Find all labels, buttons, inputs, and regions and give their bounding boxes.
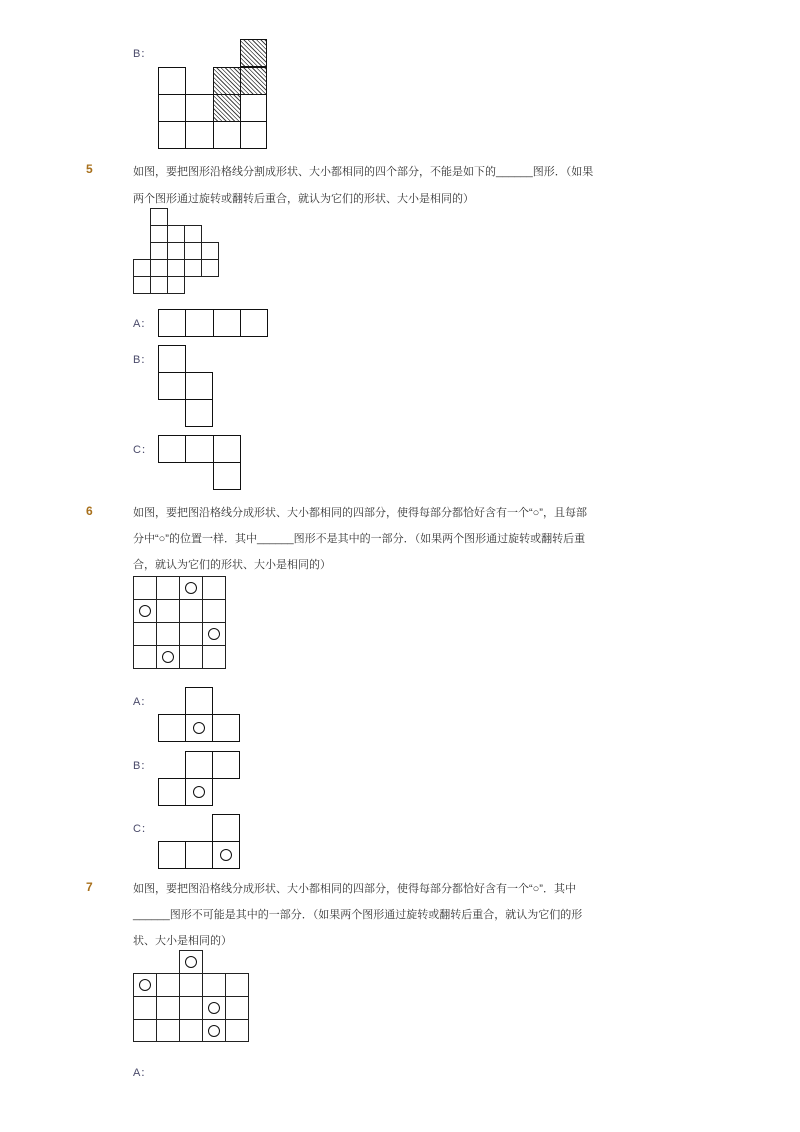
q6-text-line3: 合，就认为它们的形状、大小是相同的） — [133, 559, 331, 571]
grid-cell — [156, 622, 180, 646]
grid-cell — [202, 622, 226, 646]
grid-cell — [156, 996, 180, 1020]
q6-main-figure — [133, 576, 229, 670]
q5-text-line2: 两个图形通过旋转或翻转后重合，就认为它们的形状、大小是相同的） — [133, 193, 474, 205]
grid-cell — [158, 309, 186, 337]
q7-main-figure — [133, 950, 249, 1042]
grid-cell — [179, 1019, 203, 1042]
grid-cell — [133, 996, 157, 1020]
grid-cell — [185, 399, 213, 427]
grid-cell — [158, 67, 186, 95]
q6-text-line1: 如图，要把图沿格线分成形状、大小都相同的四部分，使得每部分都恰好含有一个“○”，且每部 — [133, 507, 587, 519]
grid-cell — [201, 259, 219, 277]
grid-cell — [184, 259, 202, 277]
q4-option-b-label: B： — [133, 48, 152, 60]
grid-cell — [133, 973, 157, 997]
grid-cell — [150, 259, 168, 277]
q4-option-b-figure[interactable] — [158, 39, 268, 149]
grid-cell — [185, 309, 214, 337]
grid-cell — [212, 714, 240, 742]
circle-icon — [139, 979, 151, 991]
circle-icon — [139, 605, 151, 617]
q5-number: 5 — [86, 162, 93, 176]
grid-cell — [150, 225, 168, 243]
q6-number: 6 — [86, 504, 93, 518]
grid-cell-hatched — [213, 94, 241, 122]
grid-cell — [213, 309, 241, 337]
q6-text-line2: 分中“○”的位置一样．其中______图形不是其中的一部分．（如果两个图形通过旋转或翻转后重 — [133, 533, 586, 545]
grid-cell — [213, 462, 241, 490]
grid-cell — [133, 576, 157, 600]
grid-cell — [184, 242, 202, 260]
grid-cell — [185, 435, 214, 463]
grid-cell — [158, 714, 186, 742]
circle-icon — [185, 582, 197, 594]
grid-cell — [167, 259, 185, 277]
grid-cell — [179, 622, 203, 646]
grid-cell — [240, 94, 267, 122]
grid-cell — [133, 599, 157, 623]
grid-cell — [167, 225, 185, 243]
grid-cell — [213, 121, 241, 149]
grid-cell — [225, 996, 249, 1020]
q6-option-b-figure[interactable] — [158, 751, 242, 807]
grid-cell — [156, 599, 180, 623]
grid-cell — [133, 645, 157, 669]
grid-cell — [202, 576, 226, 600]
grid-cell — [185, 687, 213, 715]
q5-option-b-figure[interactable] — [158, 345, 214, 427]
q7-text-line2: ______图形不可能是其中的一部分．（如果两个图形通过旋转或翻转后重合，就认为它们的形 — [133, 909, 583, 921]
q6-option-a-label: A： — [133, 696, 152, 708]
q5-option-a-label: A： — [133, 318, 152, 330]
grid-cell — [150, 208, 168, 226]
grid-cell — [240, 309, 268, 337]
q5-option-b-label: B： — [133, 354, 152, 366]
q5-option-c-label: C： — [133, 444, 152, 456]
circle-icon — [208, 1002, 220, 1014]
grid-cell — [184, 225, 202, 243]
grid-cell — [212, 751, 240, 779]
grid-cell — [202, 599, 226, 623]
grid-cell — [213, 435, 241, 463]
q7-option-a-label: A： — [133, 1067, 152, 1079]
grid-cell — [201, 242, 219, 260]
q6-option-a-figure[interactable] — [158, 687, 242, 743]
grid-cell — [212, 841, 240, 869]
grid-cell — [158, 121, 186, 149]
grid-cell — [225, 1019, 249, 1042]
grid-cell — [179, 973, 203, 997]
grid-cell — [156, 576, 180, 600]
grid-cell — [167, 276, 185, 294]
grid-cell — [133, 1019, 157, 1042]
grid-cell — [179, 576, 203, 600]
grid-cell — [133, 276, 151, 294]
grid-cell — [202, 1019, 226, 1042]
grid-cell — [158, 345, 186, 373]
q6-option-c-label: C： — [133, 823, 152, 835]
grid-cell — [185, 841, 213, 869]
circle-icon — [193, 722, 205, 734]
grid-cell — [185, 714, 213, 742]
grid-cell — [185, 94, 214, 122]
circle-icon — [220, 849, 232, 861]
grid-cell — [150, 242, 168, 260]
grid-cell — [179, 599, 203, 623]
circle-icon — [162, 651, 174, 663]
grid-cell — [158, 94, 186, 122]
q5-text-line1: 如图，要把图形沿格线分割成形状、大小都相同的四个部分，不能是如下的______图形．（如果 — [133, 166, 594, 178]
circle-icon — [208, 1025, 220, 1037]
grid-cell — [150, 276, 168, 294]
q6-option-c-figure[interactable] — [158, 814, 242, 870]
grid-cell — [225, 973, 249, 997]
grid-cell — [167, 242, 185, 260]
circle-icon — [208, 628, 220, 640]
grid-cell-hatched — [213, 67, 241, 95]
grid-cell — [156, 973, 180, 997]
grid-cell — [133, 259, 151, 277]
grid-cell — [202, 973, 226, 997]
grid-cell — [240, 121, 267, 149]
grid-cell — [212, 814, 240, 842]
grid-cell — [185, 778, 213, 806]
grid-cell — [202, 996, 226, 1020]
grid-cell — [179, 996, 203, 1020]
q7-text-line1: 如图，要把图沿格线分成形状、大小都相同的四部分，使得每部分都恰好含有一个“○”．其中 — [133, 883, 576, 895]
grid-cell — [179, 950, 203, 974]
q6-option-b-label: B： — [133, 760, 152, 772]
grid-cell — [202, 645, 226, 669]
grid-cell — [133, 622, 157, 646]
q5-main-figure — [133, 208, 221, 294]
grid-cell — [156, 645, 180, 669]
q7-text-line3: 状、大小是相同的） — [133, 935, 232, 947]
grid-cell — [185, 121, 214, 149]
grid-cell-hatched — [240, 67, 267, 95]
grid-cell — [158, 778, 186, 806]
grid-cell — [179, 645, 203, 669]
grid-cell — [185, 372, 213, 400]
q7-number: 7 — [86, 880, 93, 894]
grid-cell — [158, 372, 186, 400]
q5-option-a-figure[interactable] — [158, 309, 268, 337]
grid-cell-hatched — [240, 39, 267, 67]
grid-cell — [185, 751, 213, 779]
circle-icon — [185, 956, 197, 968]
grid-cell — [158, 435, 186, 463]
grid-cell — [156, 1019, 180, 1042]
q5-option-c-figure[interactable] — [158, 435, 242, 491]
circle-icon — [193, 786, 205, 798]
grid-cell — [158, 841, 186, 869]
